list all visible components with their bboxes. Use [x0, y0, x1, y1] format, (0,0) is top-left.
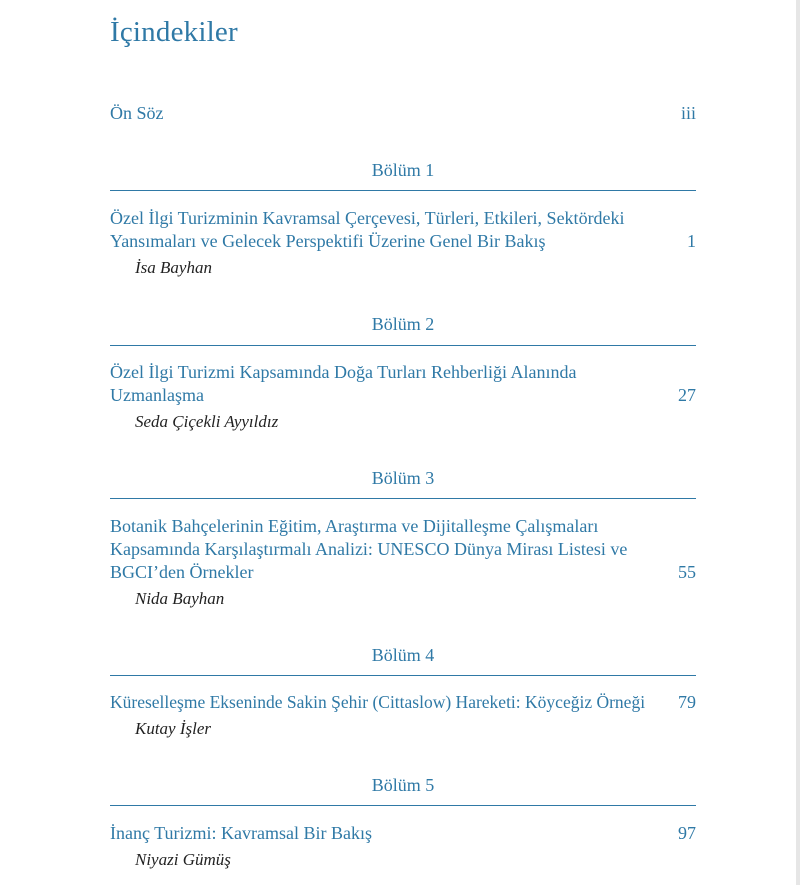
chapter-divider-5 — [110, 805, 696, 806]
toc-entry-chapter-1[interactable] — [110, 207, 696, 278]
chapter-heading-5: Bölüm 5 — [371, 775, 435, 795]
chapter-author: Niyazi Gümüş — [135, 850, 231, 869]
chapter-page-number: 97 — [678, 823, 696, 843]
chapter-heading-3: Bölüm 3 — [371, 468, 435, 488]
chapter-title: Özel İlgi Turizminin Kavramsal Çerçevesi, Türleri, Etkileri, Sektördeki Yansımaları ve Gelecek Perspektifi Üzerine Genel Bir Bakış — [110, 208, 625, 251]
chapter-page-number: 27 — [678, 385, 696, 405]
toc-entry-chapter-4[interactable] — [110, 691, 696, 739]
chapter-author: İsa Bayhan — [135, 258, 212, 277]
chapter-title: İnanç Turizmi: Kavramsal Bir Bakış — [110, 823, 372, 843]
page-title: İçindekiler — [110, 16, 238, 48]
chapter-page-number: 79 — [678, 692, 696, 712]
chapter-title: Özel İlgi Turizmi Kapsamında Doğa Turları Rehberliği Alanında Uzmanlaşma — [110, 362, 577, 405]
chapter-title: Botanik Bahçelerinin Eğitim, Araştırma ve Dijitalleşme Çalışmaları Kapsamında Karşılaştırmalı Analizi: UNESCO Dünya Mirası Listesi ve BGCI’den Örnekler — [110, 516, 628, 582]
chapter-divider-2 — [110, 345, 696, 346]
chapter-heading-1: Bölüm 1 — [371, 160, 435, 180]
chapter-divider-3 — [110, 498, 696, 499]
chapter-heading-4: Bölüm 4 — [371, 645, 435, 665]
chapter-divider-4 — [110, 675, 696, 676]
toc-entry-chapter-5[interactable] — [110, 822, 696, 870]
page-edge — [796, 0, 800, 885]
chapter-title: Küreselleşme Ekseninde Sakin Şehir (Cittaslow) Hareketi: Köyceğiz Örneği — [110, 692, 646, 712]
preface-page-number: iii — [680, 103, 696, 123]
chapter-heading-2: Bölüm 2 — [371, 314, 435, 334]
toc-entry-chapter-3[interactable] — [110, 515, 696, 609]
toc-entry-chapter-2[interactable] — [110, 361, 696, 432]
chapter-divider-1 — [110, 190, 696, 191]
toc-entry-preface[interactable] — [110, 103, 696, 124]
chapter-author: Nida Bayhan — [135, 589, 225, 608]
chapter-author: Seda Çiçekli Ayyıldız — [135, 412, 279, 431]
chapter-page-number: 55 — [678, 562, 696, 582]
preface-label: Ön Söz — [110, 103, 164, 123]
chapter-page-number: 1 — [687, 231, 696, 251]
chapter-author: Kutay İşler — [135, 719, 212, 738]
